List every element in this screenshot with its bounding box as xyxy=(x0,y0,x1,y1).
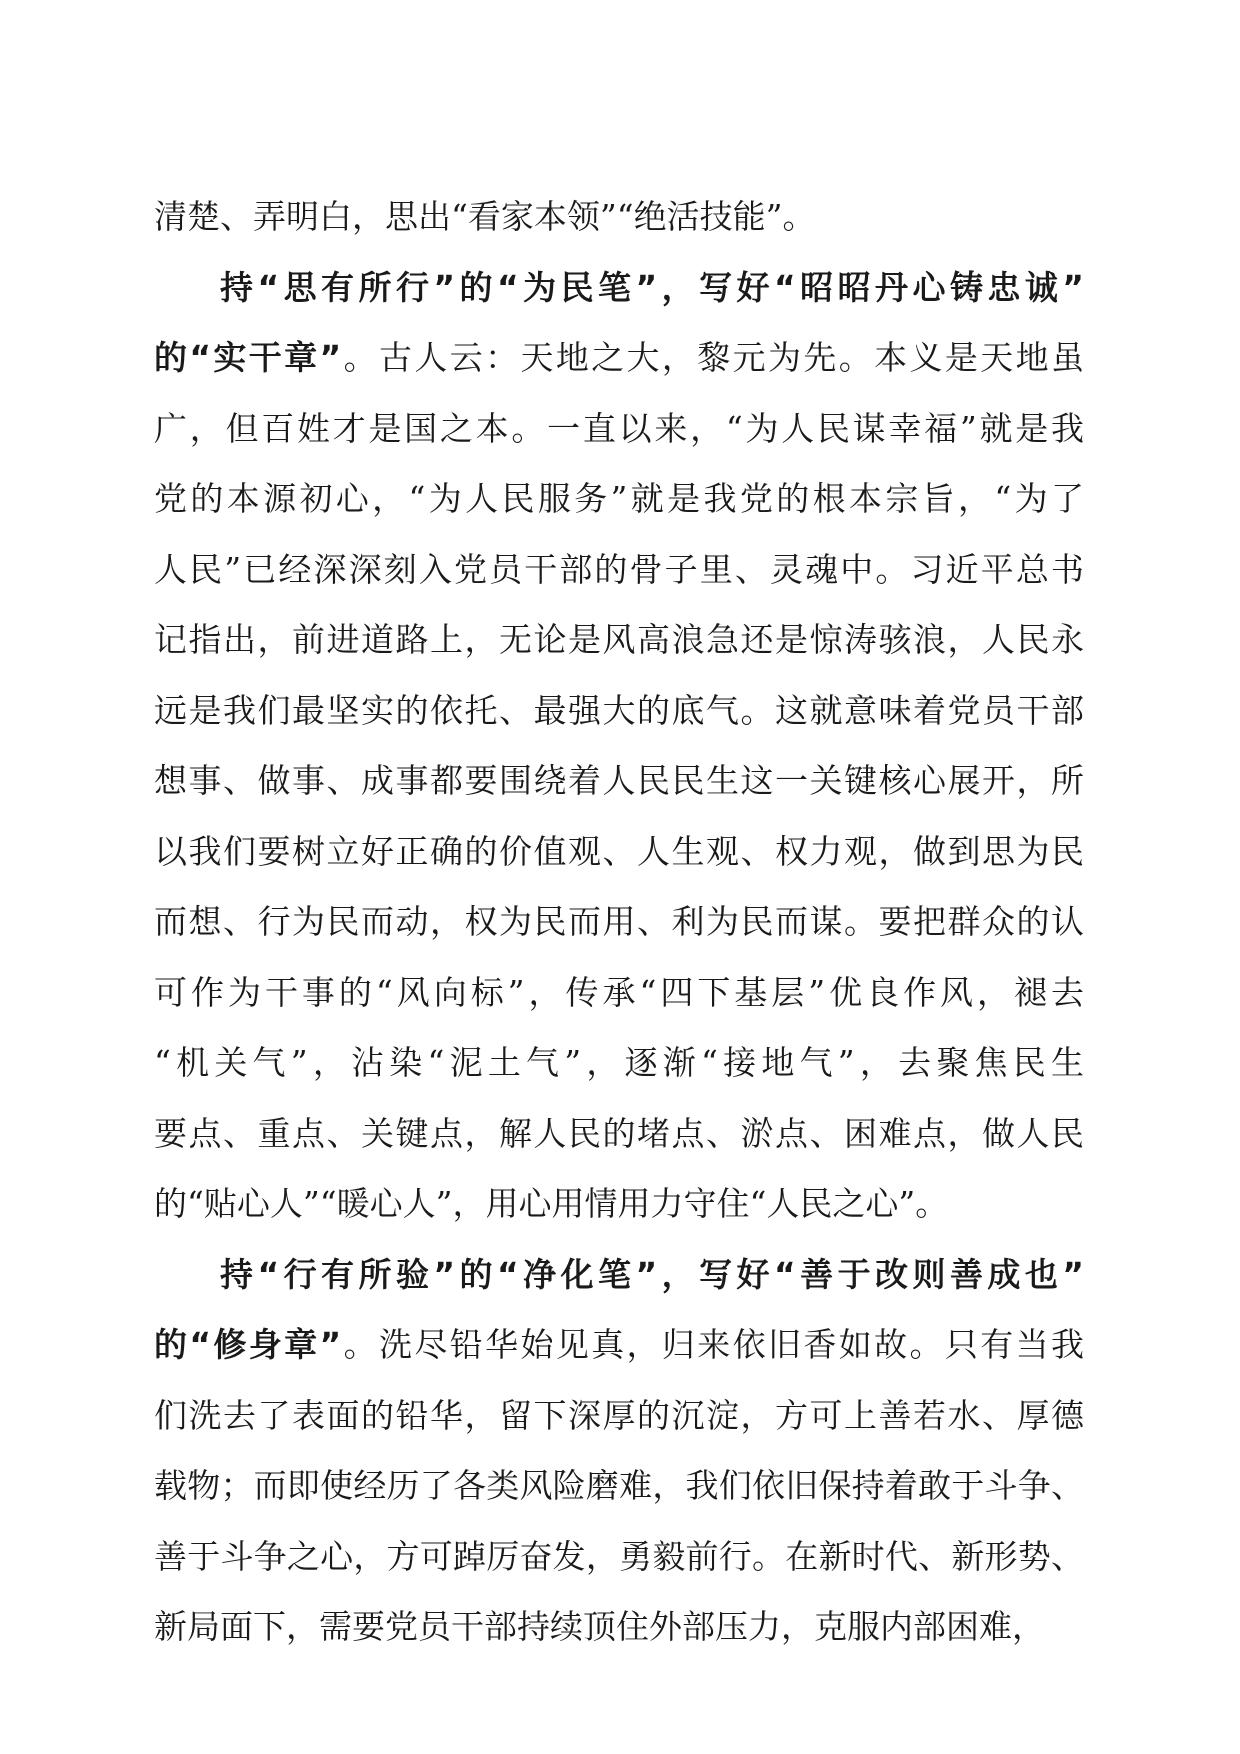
body-text: 广，但百姓才是国之本。一直以来，“为人民谋幸福”就是我 xyxy=(154,408,1084,448)
body-text: “机关气”，沾染“泥土气”，逐渐“接地气”，去聚焦民生 xyxy=(154,1043,1084,1082)
text-line xyxy=(154,535,1084,606)
text-line xyxy=(154,1169,1084,1240)
document-body xyxy=(154,182,1084,1663)
body-text: 。洗尽铅华始见真，归来依旧香如故。只有当我 xyxy=(341,1325,1084,1364)
body-text: 远是我们最坚实的依托、最强大的底气。这就意味着党员干部 xyxy=(154,690,1084,730)
body-text: 新局面下，需要党员干部持续顶住外部压力，克服内部困难， xyxy=(154,1607,1045,1646)
text-line xyxy=(154,958,1084,1029)
text-line xyxy=(154,1099,1084,1170)
body-text: 的“贴心人”“暖心人”，用心用情用力守住“人民之心”。 xyxy=(154,1184,949,1223)
text-line xyxy=(154,1028,1084,1099)
body-text: 。古人云：天地之大，黎元为先。本义是天地虽 xyxy=(341,338,1084,377)
body-text: 要点、重点、关键点，解人民的堵点、淤点、困难点，做人民 xyxy=(154,1113,1084,1153)
body-text: 可作为干事的“风向标”，传承“四下基层”优良作风，褪去 xyxy=(154,972,1084,1012)
body-text: 善于斗争之心，方可踔厉奋发，勇毅前行。在新时代、新形势、 xyxy=(154,1536,1084,1576)
paragraph xyxy=(154,253,1084,1240)
text-line xyxy=(154,394,1084,465)
body-text: 清楚、弄明白，思出“看家本领”“绝活技能”。 xyxy=(154,197,816,236)
body-text: 记指出，前进道路上，无论是风高浪急还是惊涛骇浪，人民永 xyxy=(154,620,1084,659)
text-line xyxy=(154,1240,1084,1311)
bold-heading: 的“实干章” xyxy=(154,338,342,377)
text-line xyxy=(154,746,1084,817)
text-line xyxy=(154,1310,1084,1381)
text-line xyxy=(154,253,1084,324)
text-line xyxy=(154,1381,1084,1452)
body-text: 们洗去了表面的铅华，留下深厚的沉淀，方可上善若水、厚德 xyxy=(154,1395,1084,1435)
body-text: 党的本源初心，“为人民服务”就是我党的根本宗旨，“为了 xyxy=(154,479,1084,518)
text-line xyxy=(154,817,1084,888)
text-line xyxy=(154,1522,1084,1593)
body-text: 想事、做事、成事都要围绕着人民民生这一关键核心展开，所 xyxy=(154,761,1084,800)
text-line xyxy=(154,1592,1084,1663)
text-line xyxy=(154,676,1084,747)
body-text: 人民”已经深深刻入党员干部的骨子里、灵魂中。习近平总书 xyxy=(154,549,1084,589)
bold-heading: 持“行有所验”的“净化笔”，写好“善于改则善成也” xyxy=(220,1254,1084,1294)
body-text: 载物；而即使经历了各类风险磨难，我们依旧保持着敢于斗争、 xyxy=(154,1466,1084,1505)
text-line xyxy=(154,887,1084,958)
bold-heading: 的“修身章” xyxy=(154,1325,342,1364)
text-line xyxy=(154,182,1084,253)
body-text: 以我们要树立好正确的价值观、人生观、权力观，做到思为民 xyxy=(154,831,1084,871)
text-line xyxy=(154,1451,1084,1522)
text-line xyxy=(154,323,1084,394)
bold-heading: 持“思有所行”的“为民笔”，写好“昭昭丹心铸忠诚” xyxy=(220,267,1084,307)
paragraph xyxy=(154,1240,1084,1663)
paragraph xyxy=(154,182,1084,253)
text-line xyxy=(154,464,1084,535)
text-line xyxy=(154,605,1084,676)
body-text: 而想、行为民而动，权为民而用、利为民而谋。要把群众的认 xyxy=(154,902,1084,941)
